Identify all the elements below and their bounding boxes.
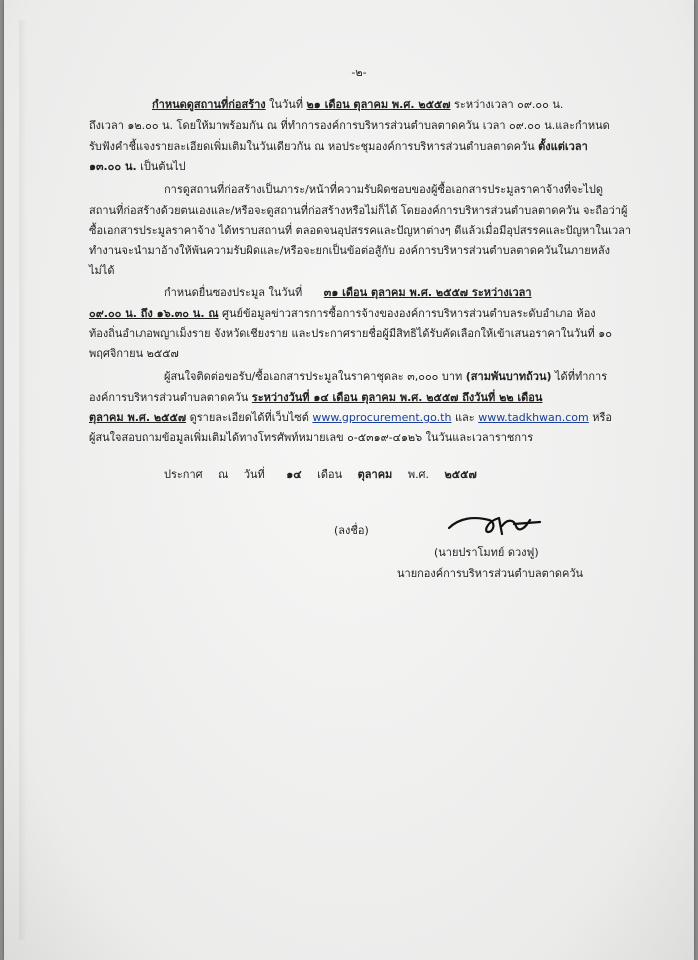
para1-line4 <box>89 160 186 174</box>
doc-sale-place: องค์การบริหารส่วนตำบลตาดควัน <box>89 391 249 404</box>
announce-month-label: เดือน <box>317 468 343 481</box>
para1-line3 <box>89 140 588 154</box>
document-page <box>4 0 694 960</box>
announce-day-label: วันที่ <box>243 468 265 481</box>
para2-line2: สถานที่ก่อสร้างด้วยตนเองและ/หรือจะดูสถานที่ก่อสร้างหรือไม่ก็ได้ โดยองค์การบริหารส่วนตำบลตาดควัน จะถือว่าผู้ <box>89 204 628 217</box>
para4-line4: ผู้สนใจสอบถามข้อมูลเพิ่มเติมได้ทางโทรศัพท์หมายเลข ๐-๕๓๑๙-๔๑๒๖ ในวันและเวลาราชการ <box>89 431 534 444</box>
website-and: และ <box>454 411 475 424</box>
para4-line3 <box>89 411 612 425</box>
page-number: -๒- <box>351 66 367 79</box>
bid-submit-date: ๓๑ เดือน ตุลาคม พ.ศ. ๒๕๕๗ ระหว่างเวลา <box>323 286 532 299</box>
gprocurement-link[interactable]: www.gprocurement.go.th <box>312 411 452 424</box>
tadkhwan-link[interactable]: www.tadkhwan.com <box>478 411 589 424</box>
announce-day: ๑๔ <box>286 468 302 481</box>
para3-line2 <box>89 307 596 321</box>
scan-shadow <box>19 20 27 940</box>
website-or: หรือ <box>592 411 613 424</box>
para1-line2: ถึงเวลา ๑๒.๐๐ น. โดยให้มาพร้อมกัน ณ ที่ทำการองค์การบริหารส่วนตำบลตาดควัน เวลา ๐๙.๐๐ น.และกำหนด <box>89 119 610 132</box>
para1-line3-bold: ตั้งแต่เวลา <box>538 140 588 153</box>
para2-line1: การดูสถานที่ก่อสร้างเป็นภาระ/หน้าที่ความรับผิดชอบของผู้ซื้อเอกสารประมูลราคาจ้างที่จะไปดู <box>164 183 604 196</box>
para3-line1 <box>164 286 532 300</box>
doc-price-text2: ได้ที่ทำการ <box>555 370 608 383</box>
website-text: ดูรายละเอียดได้ที่เว็บไซต์ <box>189 411 309 424</box>
announce-year-label: พ.ศ. <box>407 468 430 481</box>
para1-line4-text: เป็นต้นไป <box>140 160 186 173</box>
bid-submit-text: กำหนดยื่นซองประมูล ในวันที่ <box>164 286 303 299</box>
para2-line4: ทำงานจะนำมาอ้างให้พ้นความรับผิดและ/หรือจะยกเป็นข้อต่อสู้กับ องค์การบริหารส่วนตำบลตาดควันในภายหลัง <box>89 244 611 257</box>
signed-label: (ลงชื่อ) <box>334 524 369 537</box>
para2-line5: ไม่ได้ <box>89 264 115 277</box>
site-visit-label: กำหนดดูสถานที่ก่อสร้าง <box>152 98 266 111</box>
announce-label: ประกาศ <box>164 468 203 481</box>
announce-month: ตุลาคม <box>357 468 393 481</box>
para4-line1 <box>164 370 607 384</box>
announce-year: ๒๕๕๗ <box>444 468 477 481</box>
signer-name: (นายปราโมทย์ ดวงฟู) <box>434 546 539 559</box>
signer-position: นายกองค์การบริหารส่วนตำบลตาดควัน <box>397 567 584 580</box>
announce-line <box>164 468 477 482</box>
para2-line3: ซื้อเอกสารประมูลราคาจ้าง ได้ทราบสถานที่ ตลอดจนอุปสรรคและปัญหาต่างๆ ดีแล้วเมื่อมีอุปสรรคและปัญหาในเวลา <box>89 224 632 237</box>
site-visit-text2: ระหว่างเวลา ๐๙.๐๐ น. <box>454 98 564 111</box>
para1-line4-bold: ๑๓.๐๐ น. <box>89 160 137 173</box>
doc-sale-period: ระหว่างวันที่ ๑๔ เดือน ตุลาคม พ.ศ. ๒๕๕๗ ถึงวันที่ ๒๒ เดือน <box>251 391 543 404</box>
para1-line1 <box>152 98 563 112</box>
doc-sale-end-date: ตุลาคม พ.ศ. ๒๕๕๗ <box>89 411 187 424</box>
signature-image <box>444 510 544 540</box>
para1-line3-text: รับฟังคำชี้แจงรายละเอียดเพิ่มเติมในวันเดียวกัน ณ หอประชุมองค์การบริหารส่วนตำบลตาดควัน <box>89 140 535 153</box>
site-visit-text1: ในวันที่ <box>269 98 303 111</box>
bid-submit-place: ศูนย์ข้อมูลข่าวสารการซื้อการจ้างขององค์การบริหารส่วนตำบลระดับอำเภอ ห้อง <box>222 307 596 320</box>
para3-line4: พฤศจิกายน ๒๕๕๗ <box>89 347 179 360</box>
doc-price-words: (สามพันบาทถ้วน) <box>465 370 552 383</box>
para3-line3: ท้องถิ่นอำเภอพญาเม็งราย จังหวัดเชียงราย และประกาศรายชื่อผู้มีสิทธิได้รับคัดเลือกให้เข้าเสนอราคาในวันที่ ๑๐ <box>89 327 612 340</box>
site-visit-date: ๒๑ เดือน ตุลาคม พ.ศ. ๒๕๕๗ <box>306 98 451 111</box>
doc-price-text: ผู้สนใจติดต่อขอรับ/ซื้อเอกสารประมูลในราคาชุดละ ๓,๐๐๐ บาท <box>164 370 463 383</box>
announce-at: ณ <box>218 468 229 481</box>
para4-line2 <box>89 391 542 405</box>
bid-submit-time: ๐๙.๐๐ น. ถึง ๑๖.๓๐ น. ณ <box>89 307 219 320</box>
